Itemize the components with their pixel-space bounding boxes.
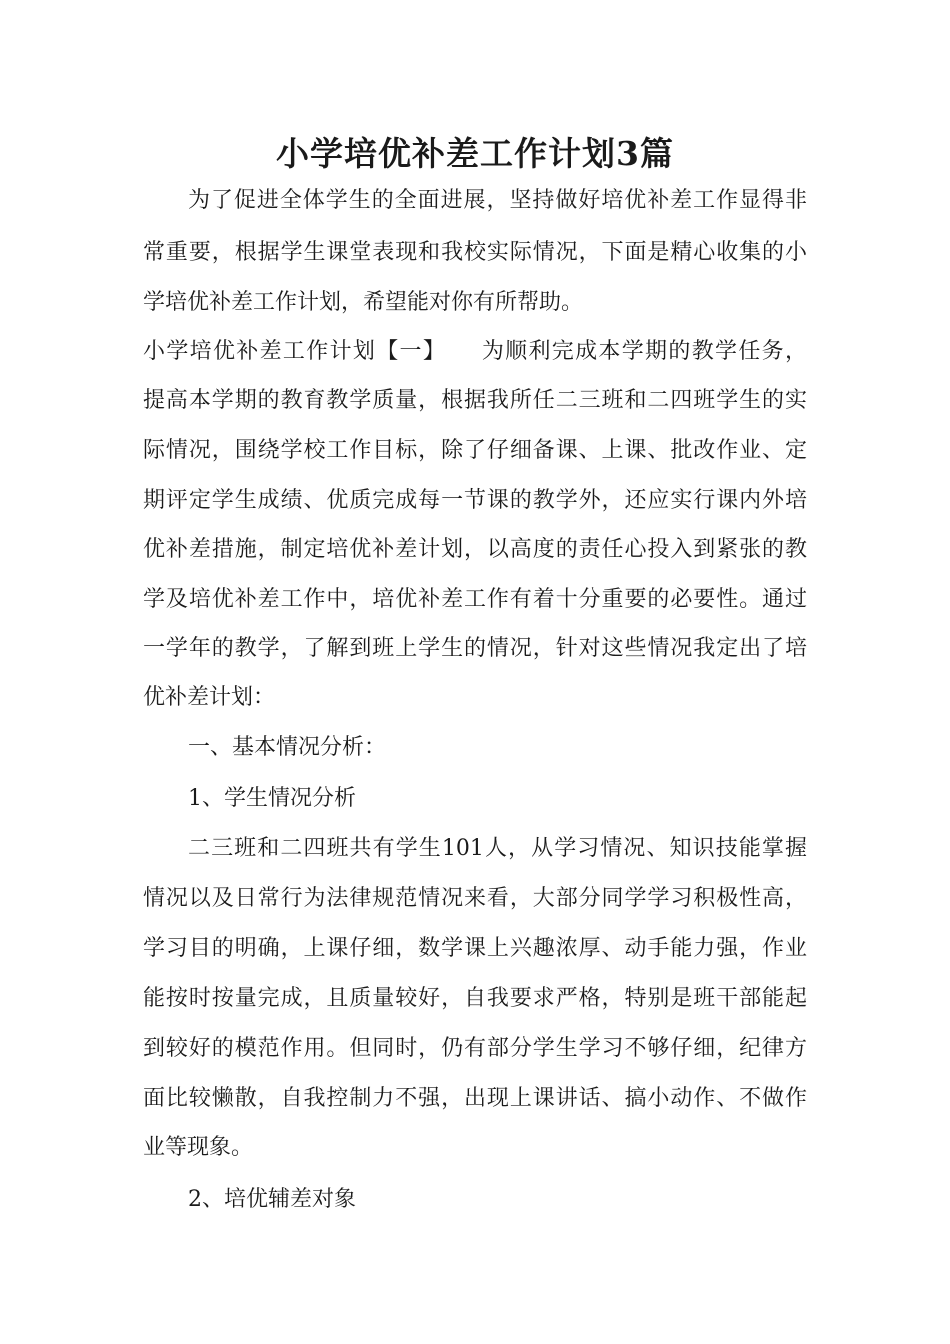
paragraph-line: 优补差计划： [143,685,276,710]
paragraph-line: 际情况，围绕学校工作目标，除了仔细备课、上课、批改作业、定 [143,438,807,463]
subheading-line: 一、基本情况分析： [188,735,387,760]
paragraph-line: 提高本学期的教育教学质量，根据我所任二三班和二四班学生的实 [143,388,807,413]
paragraph-line: 常重要，根据学生课堂表现和我校实际情况，下面是精心收集的小 [143,240,807,265]
paragraph-line: 学及培优补差工作中，培优补差工作有着十分重要的必要性。通过 [143,587,807,612]
paragraph-line: 二三班和二四班共有学生101人，从学习情况、知识技能掌握 [188,836,807,861]
subheading-line: 2、培优辅差对象 [188,1187,356,1212]
paragraph-line: 一学年的教学，了解到班上学生的情况，针对这些情况我定出了培 [143,636,807,661]
paragraph-line: 到较好的模范作用。但同时，仍有部分学生学习不够仔细，纪律方 [143,1036,807,1061]
paragraph-line: 情况以及日常行为法律规范情况来看，大部分同学学习积极性高， [143,886,807,911]
paragraph-line: 学培优补差工作计划，希望能对你有所帮助。 [143,290,584,315]
section-heading-line: 小学培优补差工作计划【一】 为顺利完成本学期的教学任务， [143,339,807,364]
paragraph-line: 能按时按量完成，且质量较好，自我要求严格，特别是班干部能起 [143,986,807,1011]
paragraph-line: 面比较懒散，自我控制力不强，出现上课讲话、搞小动作、不做作 [143,1086,807,1111]
paragraph-line: 优补差措施，制定培优补差计划，以高度的责任心投入到紧张的教 [143,537,807,562]
document-title: 小学培优补差工作计划3篇 [276,134,674,173]
paragraph-line: 期评定学生成绩、优质完成每一节课的教学外，还应实行课内外培 [143,488,807,513]
paragraph-line: 学习目的明确，上课仔细，数学课上兴趣浓厚、动手能力强，作业 [143,936,807,961]
paragraph-line: 为了促进全体学生的全面进展，坚持做好培优补差工作显得非 [188,188,807,213]
subheading-line: 1、学生情况分析 [188,786,356,811]
paragraph-line: 业等现象。 [143,1135,254,1160]
